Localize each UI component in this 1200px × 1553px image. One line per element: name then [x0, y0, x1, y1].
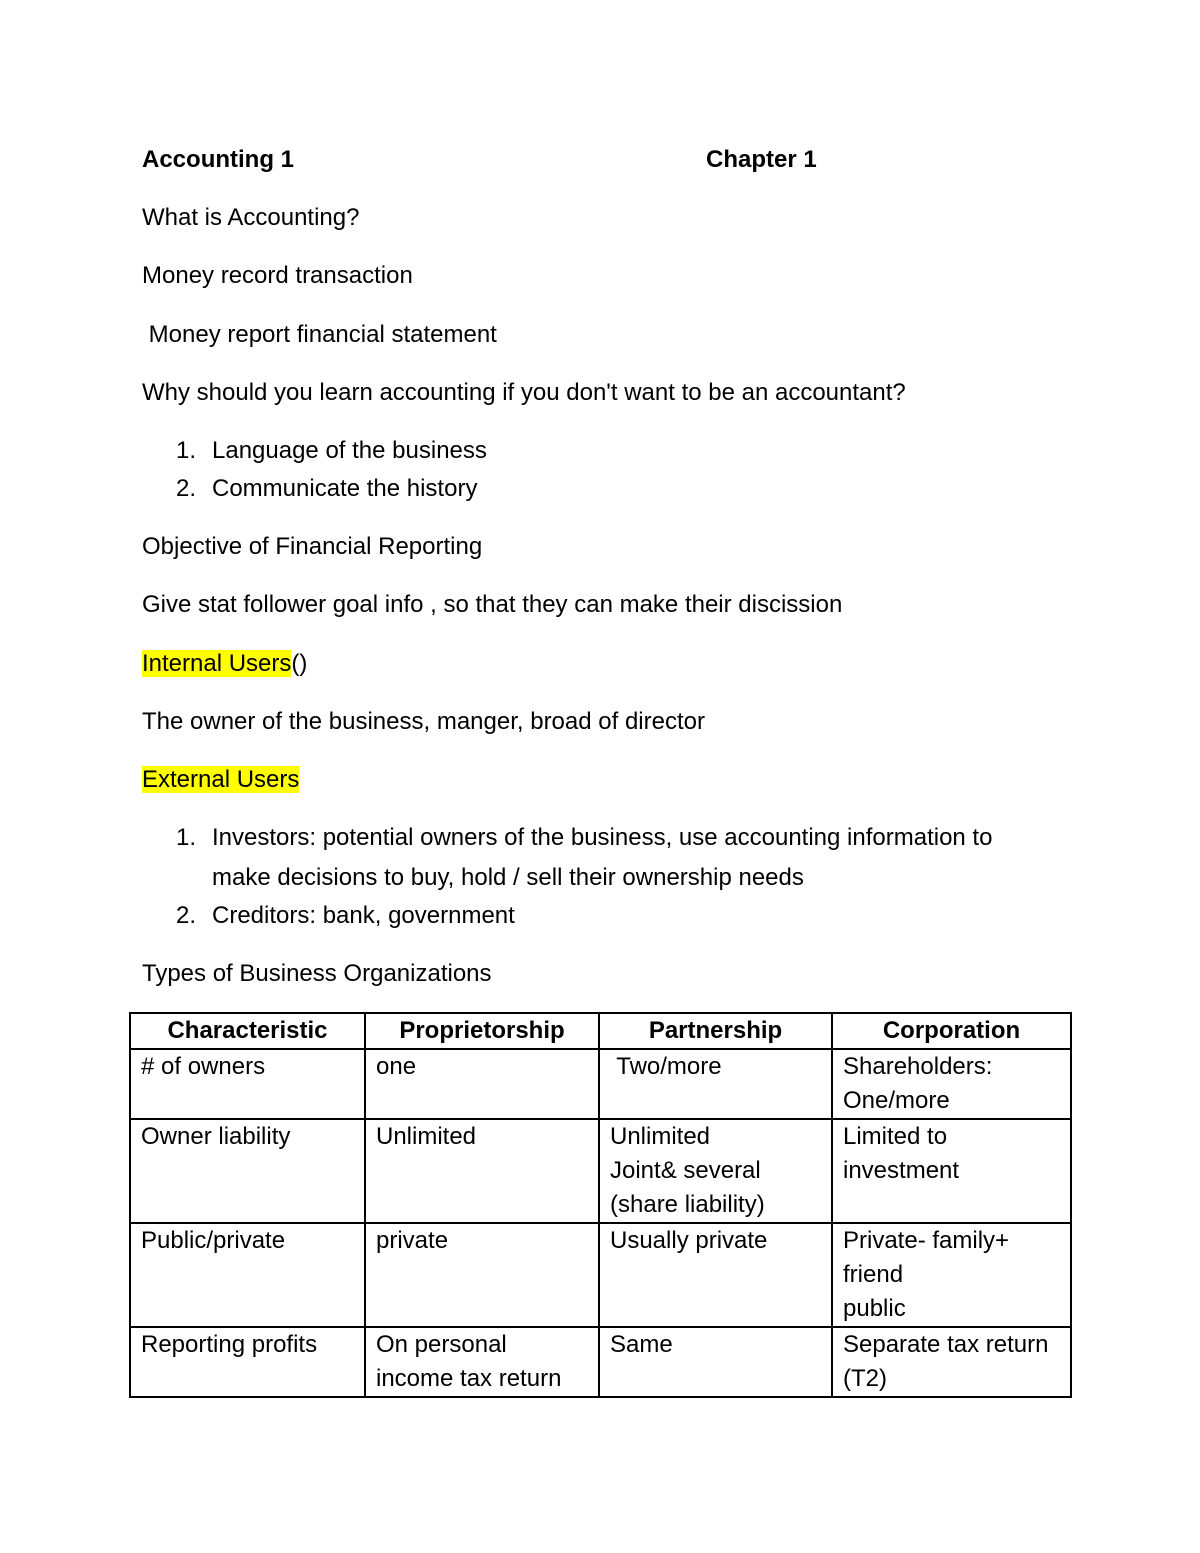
table-row: [130, 1223, 1071, 1327]
cell-line: Private- family+: [843, 1227, 1010, 1254]
definition-line-1: Money record transaction: [142, 262, 413, 289]
list-item: Creditors: bank, government: [212, 902, 515, 929]
column-header: Partnership: [599, 1013, 832, 1049]
cell-line: One/more: [843, 1087, 950, 1114]
cell-line: Shareholders:: [843, 1053, 993, 1080]
cell-line: Limited to: [843, 1123, 948, 1150]
list-item: Communicate the history: [212, 475, 478, 502]
table-cell: [365, 1223, 599, 1327]
table-cell: [365, 1327, 599, 1397]
column-header: Characteristic: [130, 1013, 365, 1049]
table-row: [130, 1049, 1071, 1119]
table-cell: [832, 1119, 1071, 1223]
table-header-row: [130, 1013, 1071, 1049]
internal-users-text: The owner of the business, manger, broad of director: [142, 708, 705, 735]
cell-line: Public/private: [141, 1227, 286, 1254]
table-cell: [599, 1049, 832, 1119]
highlight-external-users: External Users: [142, 766, 300, 793]
table-cell: [832, 1327, 1071, 1397]
external-users-heading: [142, 764, 299, 796]
cell-line: Unlimited: [610, 1123, 711, 1150]
cell-line: # of owners: [141, 1053, 266, 1080]
definition-line-2: Money report financial statement: [142, 321, 497, 348]
business-organizations-table: [129, 1012, 1072, 1398]
column-header: Proprietorship: [365, 1013, 599, 1049]
cell-line: Same: [610, 1331, 673, 1358]
cell-line: Usually private: [610, 1227, 768, 1254]
table-cell: [599, 1223, 832, 1327]
objective-heading: Objective of Financial Reporting: [142, 533, 483, 560]
cell-line: friend: [843, 1261, 904, 1288]
table-cell: [365, 1049, 599, 1119]
list-item: Investors: potential owners of the business, use accounting information to: [212, 824, 993, 851]
chapter-title: Chapter 1: [706, 146, 817, 173]
cell-line: (share liability): [610, 1191, 765, 1218]
question-what-is-accounting: What is Accounting?: [142, 204, 360, 231]
cell-line: public: [843, 1295, 906, 1322]
table-cell: [130, 1119, 365, 1223]
cell-line: private: [376, 1227, 449, 1254]
list-number: 2.: [176, 475, 197, 502]
table-row: [130, 1119, 1071, 1223]
table-cell: [130, 1327, 365, 1397]
cell-line: Reporting profits: [141, 1331, 318, 1358]
highlight-internal-users: Internal Users: [142, 650, 292, 677]
table-cell: [599, 1327, 832, 1397]
cell-line: Separate tax return: [843, 1331, 1049, 1358]
list-item-continuation: make decisions to buy, hold / sell their ownership needs: [212, 864, 804, 891]
list-number: 1.: [176, 437, 197, 464]
cell-line: Two/more: [610, 1053, 722, 1080]
table-cell: [365, 1119, 599, 1223]
question-why-learn: Why should you learn accounting if you don't want to be an accountant?: [142, 379, 906, 406]
course-title: Accounting 1: [142, 146, 295, 173]
list-number: 2.: [176, 902, 197, 929]
column-header: Corporation: [832, 1013, 1071, 1049]
list-item: Language of the business: [212, 437, 487, 464]
cell-line: Joint& several: [610, 1157, 761, 1184]
objective-text: Give stat follower goal info , so that they can make their discission: [142, 591, 843, 618]
table-cell: [130, 1049, 365, 1119]
internal-users-heading: [142, 648, 307, 680]
cell-line: Owner liability: [141, 1123, 291, 1150]
table-cell: [599, 1119, 832, 1223]
cell-line: Unlimited: [376, 1123, 477, 1150]
table-cell: [832, 1223, 1071, 1327]
cell-line: On personal: [376, 1331, 507, 1358]
table-cell: [832, 1049, 1071, 1119]
cell-line: investment: [843, 1157, 960, 1184]
cell-line: one: [376, 1053, 417, 1080]
cell-line: income tax return: [376, 1365, 562, 1392]
cell-line: (T2): [843, 1365, 887, 1392]
table-cell: [130, 1223, 365, 1327]
table-row: [130, 1327, 1071, 1397]
types-heading: Types of Business Organizations: [142, 960, 492, 987]
list-number: 1.: [176, 824, 197, 851]
internal-users-suffix: (): [291, 650, 308, 677]
